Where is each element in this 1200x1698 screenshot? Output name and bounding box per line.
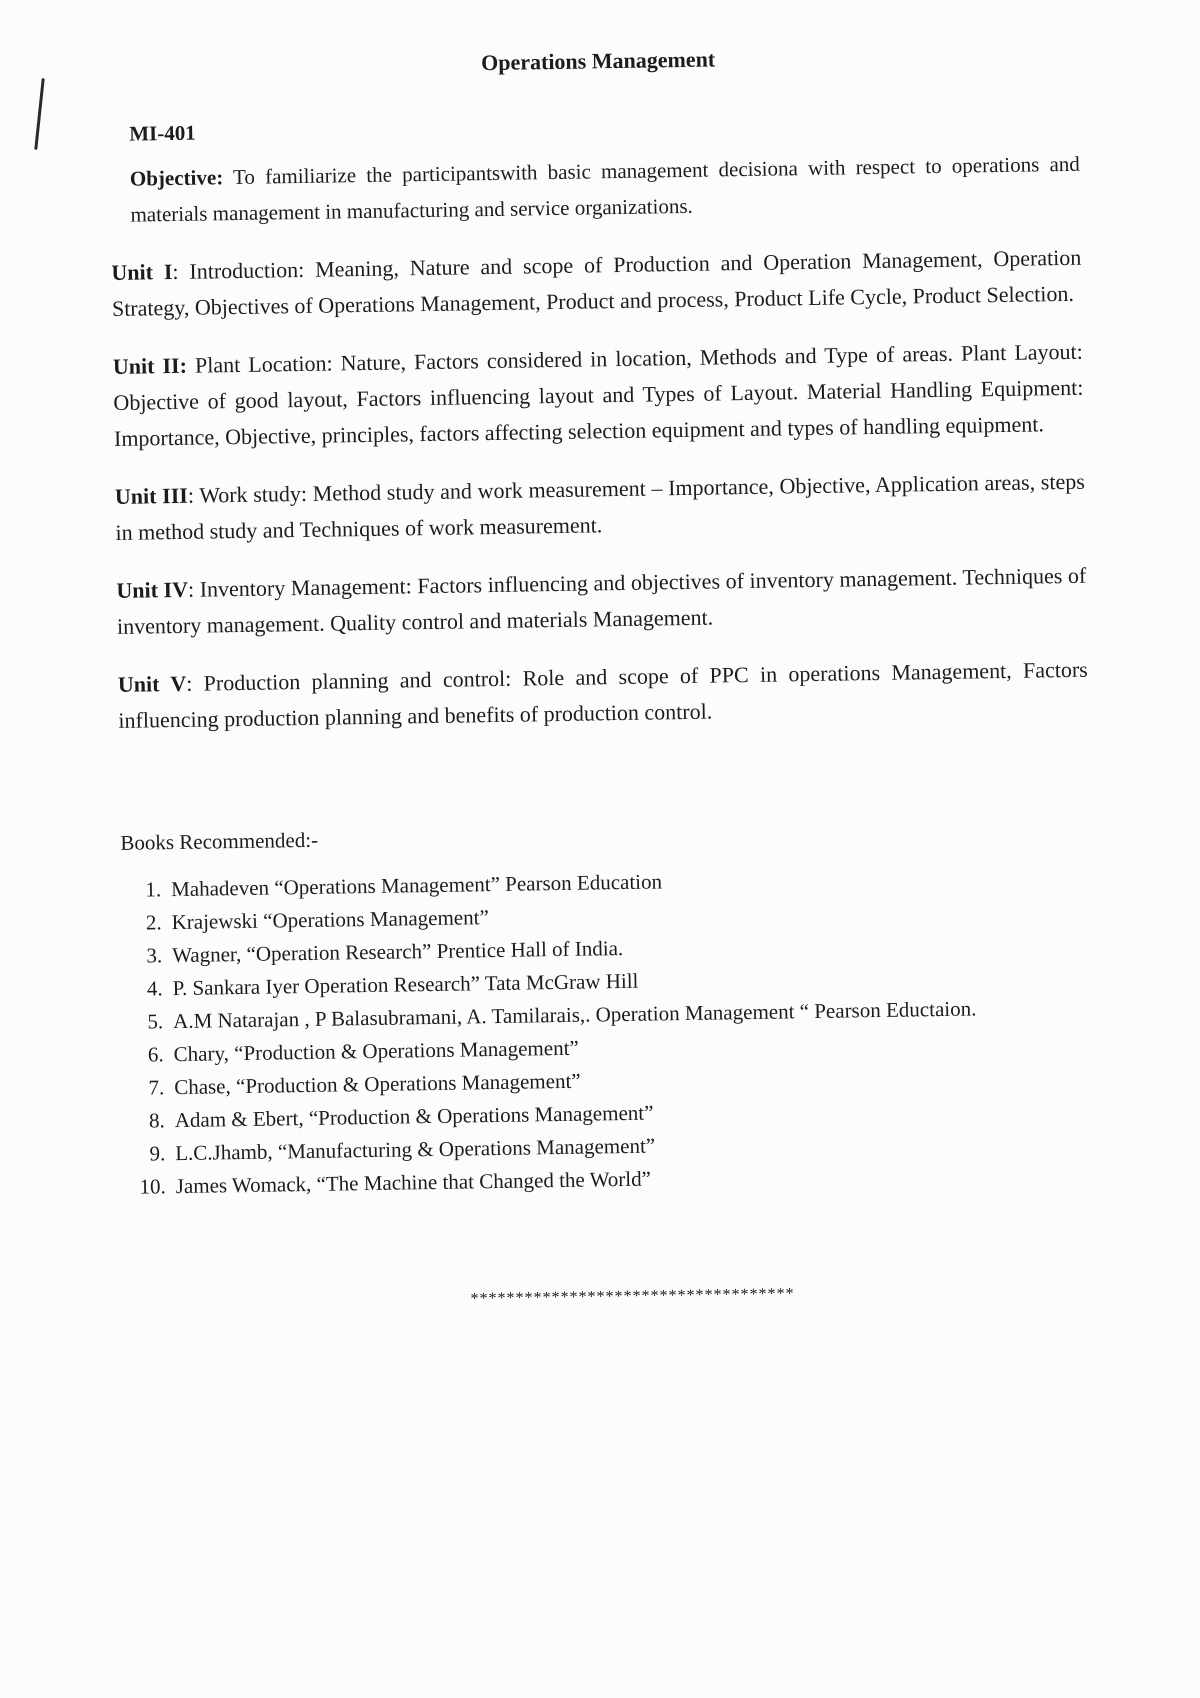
- unit-2-paragraph: [113, 334, 1085, 457]
- book-number: 8.: [148, 1108, 165, 1133]
- book-title: Adam & Ebert, “Production & Operations Management”: [174, 1100, 654, 1133]
- unit-1-paragraph: [111, 240, 1082, 327]
- course-code: MI-401: [129, 120, 196, 146]
- end-marker: ************************************: [470, 1285, 795, 1308]
- unit-4-paragraph: [116, 558, 1087, 645]
- objective-label: Objective:: [129, 165, 224, 191]
- book-title: Mahadeven “Operations Management” Pearson Education: [170, 869, 663, 902]
- unit-4-label: Unit IV: [116, 576, 189, 603]
- book-number: 7.: [148, 1075, 165, 1100]
- objective-paragraph: [130, 146, 1081, 233]
- unit-2-text: Plant Location: Nature, Factors considered in location, Methods and Type of areas. Plant Layout: Objective of good layout, Factors influencing layout and Types of Layout. Material Handling Equipment: Importance, Objective, principles, factors affecting selection equipment and types of handling equipment.: [113, 338, 1084, 451]
- book-number: 6.: [147, 1042, 164, 1067]
- pen-mark: [34, 78, 45, 150]
- unit-1-text: : Introduction: Meaning, Nature and scope of Production and Operation Management, Operation Strategy, Objectives of Operations Management, Product and process, Product Life Cycle, Product Selection.: [111, 244, 1082, 321]
- unit-1-label: Unit I: [111, 259, 173, 285]
- unit-5-label: Unit V: [117, 670, 187, 697]
- page-title: Operations Management: [480, 46, 716, 76]
- book-number: 4.: [146, 976, 163, 1001]
- unit-5-text: : Production planning and control: Role and scope of PPC in operations Management, Factors influencing production planning and benefits of production control.: [118, 656, 1088, 733]
- unit-5-paragraph: [118, 652, 1089, 739]
- book-title: L.C.Jhamb, “Manufacturing & Operations Management”: [175, 1133, 656, 1166]
- books-heading: Books Recommended:-: [120, 827, 319, 855]
- book-number: 5.: [147, 1009, 164, 1034]
- unit-2-label: Unit II:: [112, 352, 188, 379]
- book-number: 2.: [145, 910, 162, 935]
- book-title: Krajewski “Operations Management”: [171, 905, 489, 935]
- book-title: A.M Natarajan , P Balasubramani, A. Tamilarais,. Operation Management “ Pearson Eductaion.: [172, 996, 977, 1034]
- book-number: 9.: [149, 1141, 166, 1166]
- books-section: [120, 816, 1096, 1204]
- book-title: P. Sankara Iyer Operation Research” Tata McGraw Hill: [172, 968, 639, 1001]
- unit-3-paragraph: [115, 464, 1086, 551]
- book-title: James Womack, “The Machine that Changed the World”: [175, 1166, 652, 1199]
- book-title: Wagner, “Operation Research” Prentice Hall of India.: [171, 936, 624, 968]
- document-content: [108, 41, 1098, 1314]
- book-title: Chary, “Production & Operations Management”: [173, 1035, 579, 1067]
- objective-text: To familiarize the participantswith basic management decisiona with respect to operations and materials management in manufacturing and service organizations.: [130, 151, 1081, 227]
- unit-4-text: : Inventory Management: Factors influencing and objectives of inventory management. Techniques of inventory management. Quality control and materials Management.: [116, 562, 1087, 639]
- book-list: [121, 859, 1096, 1204]
- book-number: 10.: [139, 1174, 166, 1199]
- unit-3-text: : Work study: Method study and work measurement – Importance, Objective, Application areas, steps in method study and Techniques of work measurement.: [115, 468, 1086, 545]
- book-number: 1.: [145, 877, 162, 902]
- book-title: Chase, “Production & Operations Management”: [174, 1068, 581, 1100]
- unit-3-label: Unit III: [114, 482, 189, 509]
- book-number: 3.: [146, 943, 163, 968]
